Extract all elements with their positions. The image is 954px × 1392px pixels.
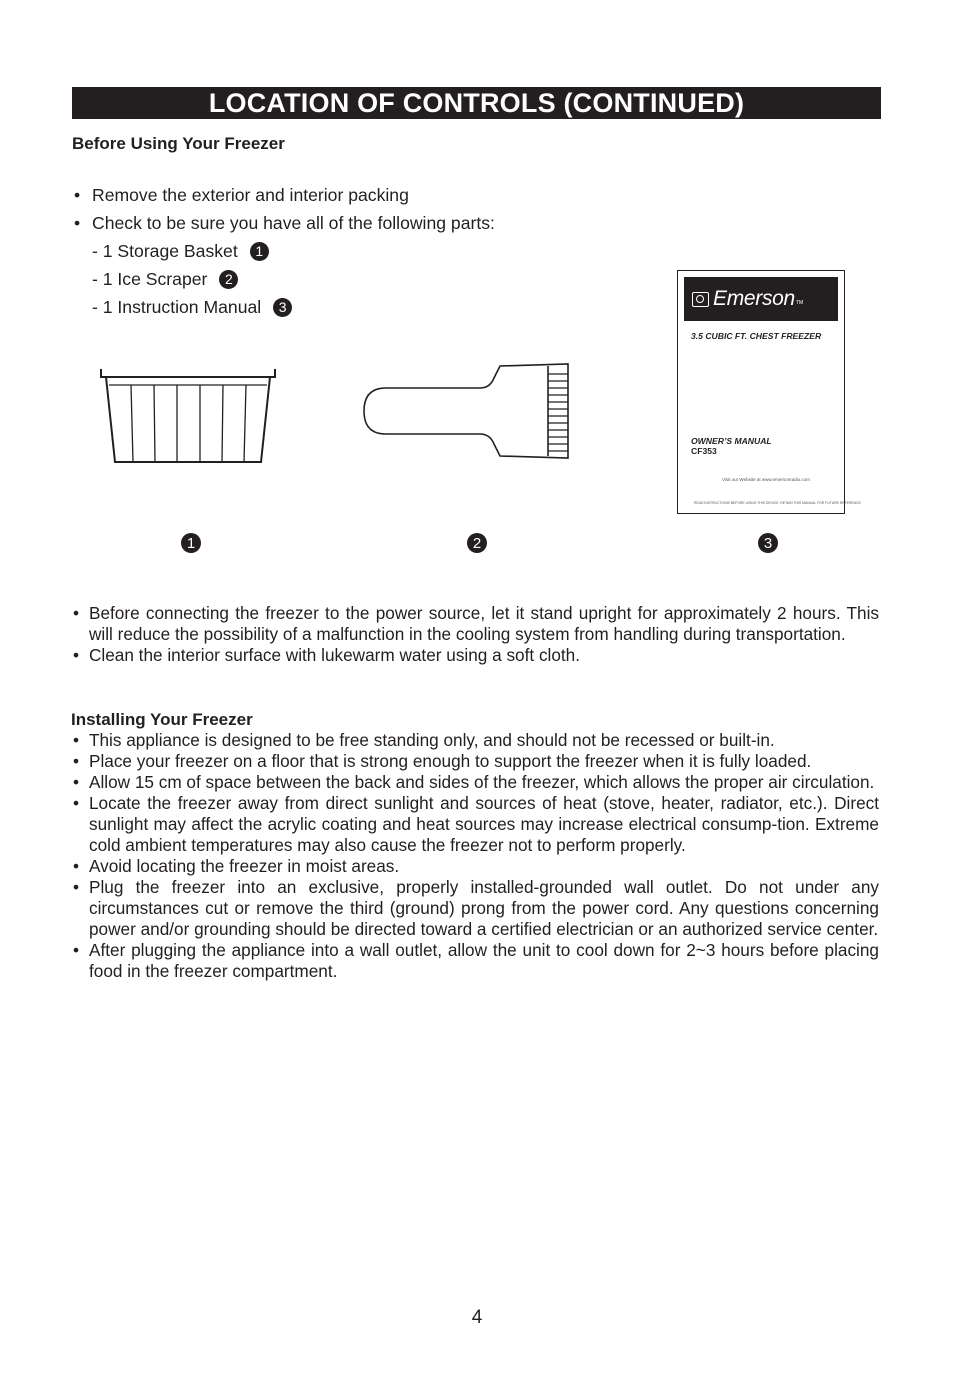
part-label: - 1 Storage Basket (92, 241, 238, 261)
manual-model: CF353 (691, 446, 717, 456)
manual-footer-note: READ INSTRUCTIONS BEFORE USING THIS DEVICE. RETAIN THIS MANUAL FOR FUTURE REFERENCE. (694, 501, 862, 505)
brand-name: Emerson (713, 287, 795, 310)
part-label: - 1 Ice Scraper (92, 269, 208, 289)
manual-website: Visit our Website at www.emersonradio.com (722, 477, 810, 482)
storage-basket-illustration (98, 366, 278, 466)
part-label: - 1 Instruction Manual (92, 297, 262, 317)
list-item: • Place your freezer on a floor that is strong enough to support the freezer when it is fully loaded. (71, 751, 879, 772)
page-banner (72, 87, 881, 119)
instruction-manual-cover (677, 270, 862, 514)
manual-product-name: 3.5 CUBIC FT. CHEST FREEZER (691, 331, 822, 341)
part-item-ice-scraper (92, 265, 292, 293)
figure-label-3: 3 (758, 533, 778, 553)
list-item: • After plugging the appliance into a wall outlet, allow the unit to cool down for 2~3 hours before placing food in the freezer compartment. (71, 940, 879, 982)
figure-label-2: 2 (467, 533, 487, 553)
list-item: • Avoid locating the freezer in moist areas. (71, 856, 879, 877)
part-item-instruction-manual (92, 293, 292, 321)
list-item: • Allow 15 cm of space between the back and sides of the freezer, which allows the proper air circulation. (71, 772, 879, 793)
figure-label-1: 1 (181, 533, 201, 553)
list-item: • Check to be sure you have all of the following parts: (72, 209, 495, 237)
manual-doc-type: OWNER’S MANUAL (691, 436, 772, 446)
trademark: TM (795, 300, 804, 306)
preparation-bullets (71, 603, 879, 666)
before-bullets (72, 181, 495, 237)
banner-title: LOCATION OF CONTROLS (CONTINUED) (208, 88, 745, 118)
ice-scraper-illustration (362, 362, 574, 460)
list-item: • Clean the interior surface with lukewarm water using a soft cloth. (71, 645, 879, 666)
page-number: 4 (471, 1307, 483, 1328)
list-item: • This appliance is designed to be free standing only, and should not be recessed or built-in. (71, 730, 879, 751)
list-item: • Plug the freezer into an exclusive, properly installed-grounded wall outlet. Do not under any circumstances cut or remove the third (ground) prong from the power cord. Any questions concerning power and/or grounding should be directed toward a certified electrician or an authorized service center. (71, 877, 879, 940)
emerson-logo-icon (692, 292, 709, 307)
list-item: • Locate the freezer away from direct sunlight and sources of heat (stove, heater, radiator, etc.). Direct sunlight may affect the acrylic coating and heat sources may increase electrical consump-tion. Extreme cold ambient temperatures may also cause the freezer not to perform properly. (71, 793, 879, 856)
before-using-heading: Before Using Your Freezer (72, 134, 285, 153)
part-number-badge: 3 (273, 298, 292, 317)
parts-list (92, 237, 292, 321)
installing-heading: Installing Your Freezer (71, 710, 253, 729)
part-item-storage-basket (92, 237, 292, 265)
installing-bullets (71, 730, 879, 982)
part-number-badge: 1 (250, 242, 269, 261)
brand-logo-bar (684, 277, 838, 321)
list-item: • Before connecting the freezer to the power source, let it stand upright for approximately 2 hours. This will reduce the possibility of a malfunction in the cooling system from handling during transportation. (71, 603, 879, 645)
part-number-badge: 2 (219, 270, 238, 289)
list-item: • Remove the exterior and interior packing (72, 181, 495, 209)
